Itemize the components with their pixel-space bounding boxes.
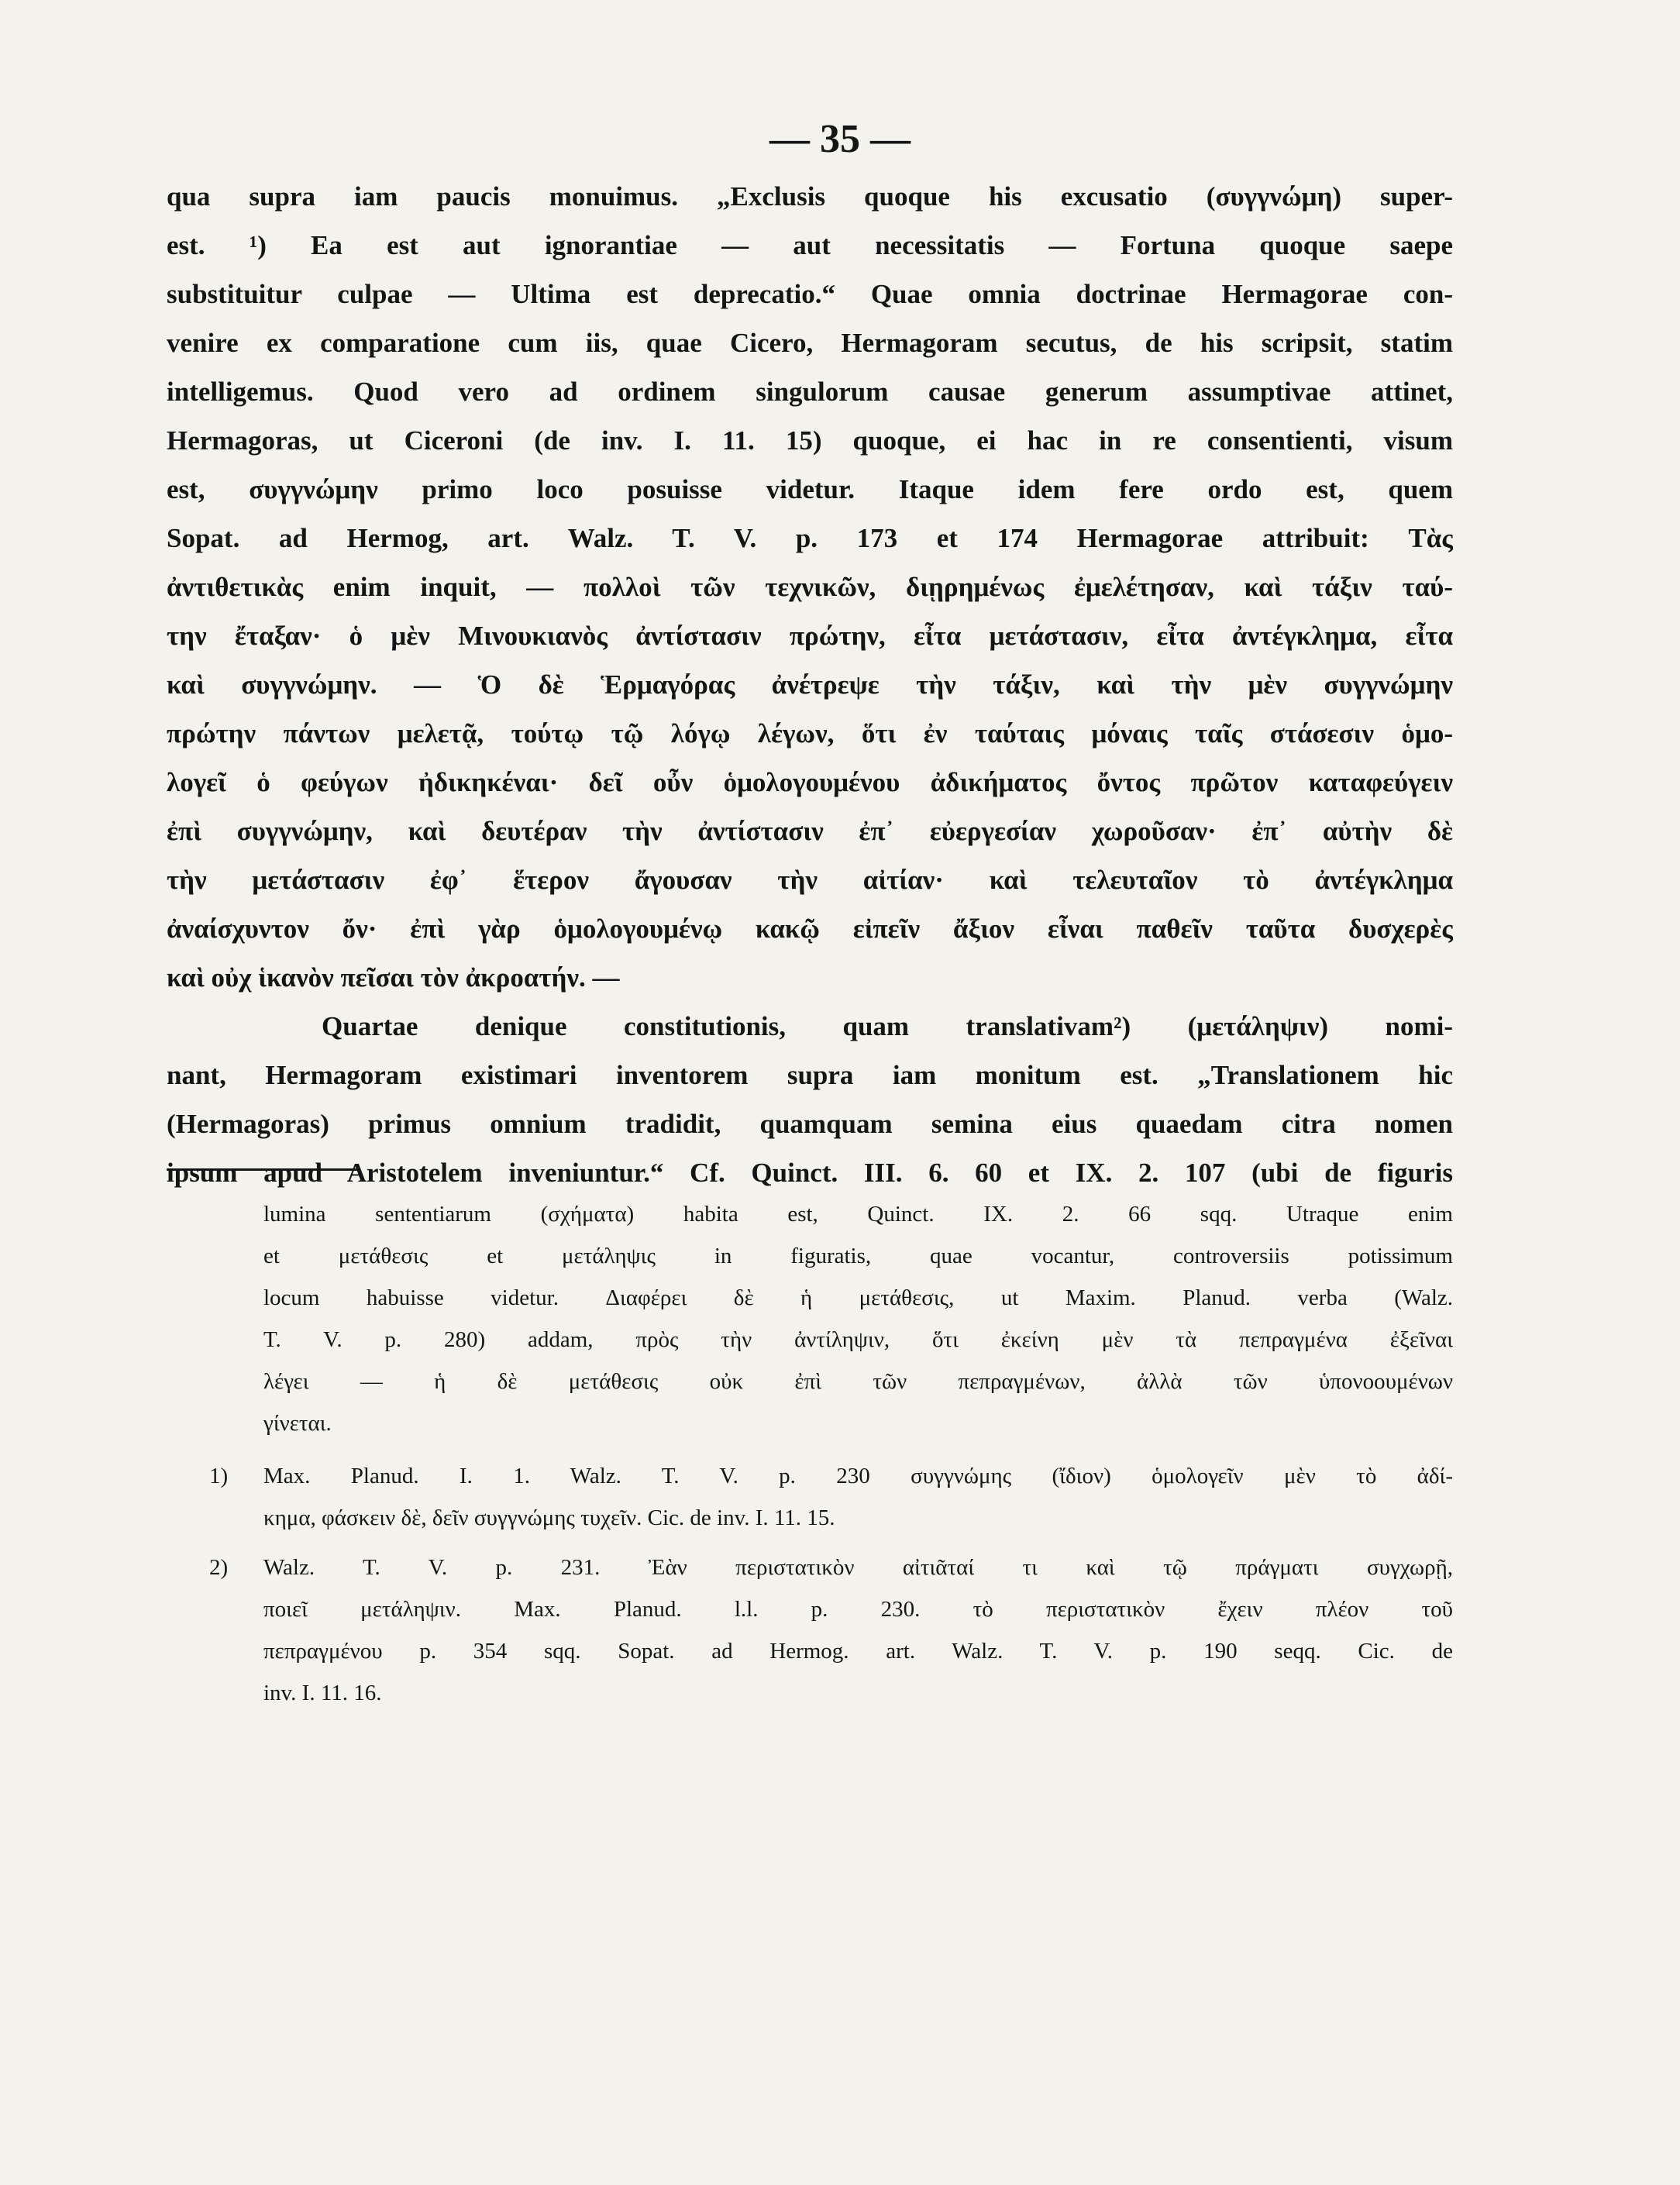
footnote-2 — [209, 1547, 1453, 1588]
text-line: την ἔταξαν· ὁ μὲν Μινουκιανὸς ἀντίστασιν πρώτην, εἶτα μετάστασιν, εἶτα ἀντέγκλημα, εἶτα — [167, 621, 1453, 651]
footnote-line: T. V. p. 280) addam, πρὸς τὴν ἀντίληψιν, ὅτι ἐκείνη μὲν τὰ πεπραγμένα ἐξεῖναι — [263, 1327, 1453, 1352]
text-line: καὶ συγγνώμην. — Ὁ δὲ Ἑρμαγόρας ἀνέτρεψε τὴν τάξιν, καὶ τὴν μὲν συγγνώμην — [167, 669, 1453, 700]
main-text — [167, 172, 1453, 1197]
text-line: intelligemus. Quod vero ad ordinem singulorum causae generum assumptivae attinet, — [167, 377, 1453, 407]
text-line: est, συγγνώμην primo loco posuisse videtur. Itaque idem fere ordo est, quem — [167, 474, 1453, 504]
text-line: est. ¹) Ea est aut ignorantiae — aut necessitatis — Fortuna quoque saepe — [167, 230, 1453, 260]
footnote-text: Max. Planud. I. 1. Walz. T. V. p. 230 συγγνώμης (ἴδιον) ὁμολογεῖν μὲν τὸ ἀδί- — [263, 1464, 1453, 1488]
footnote-line: locum habuisse videtur. Διαφέρει δὲ ἡ μετάθεσις, ut Maxim. Planud. verba (Walz. — [263, 1285, 1453, 1310]
text-line: λογεῖ ὁ φεύγων ἠδικηκέναι· δεῖ οὖν ὁμολογουμένου ἀδικήματος ὄντος πρῶτον καταφεύγειν — [167, 767, 1453, 797]
footnote-line: πεπραγμένου p. 354 sqq. Sopat. ad Hermog. art. Walz. T. V. p. 190 seqq. Cic. de — [263, 1639, 1453, 1664]
text-line: substituitur culpae — Ultima est deprecatio.“ Quae omnia doctrinae Hermagorae con- — [167, 279, 1453, 309]
text-line: Sopat. ad Hermog, art. Walz. T. V. p. 173 et 174 Hermagorae attribuit: Τὰς — [167, 523, 1453, 553]
footnote-divider — [167, 1168, 360, 1171]
footnote-line: λέγει — ἡ δὲ μετάθεσις οὐκ ἐπὶ τῶν πεπραγμένων, ἀλλὰ τῶν ὑπονοουμένων — [263, 1369, 1453, 1394]
text-line: πρώτην πάντων μελετᾷ, τούτῳ τῷ λόγῳ λέγων, ὅτι ἐν ταύταις μόναις ταῖς στάσεσιν ὁμο- — [167, 718, 1453, 748]
text-line: ipsum apud Aristotelem inveniuntur.“ Cf. Quinct. III. 6. 60 et IX. 2. 107 (ubi de figuris — [167, 1158, 1453, 1188]
footnote-line: et μετάθεσις et μετάληψις in figuratis, quae vocantur, controversiis potissimum — [263, 1244, 1453, 1268]
footnotes — [209, 1193, 1453, 1714]
footnote-line: ποιεῖ μετάληψιν. Max. Planud. l.l. p. 230. τὸ περιστατικὸν ἔχειν πλέον τοῦ — [263, 1597, 1453, 1622]
footnote-1 — [209, 1455, 1453, 1497]
footnote-line: κημα, φάσκειν δὲ, δεῖν συγγνώμης τυχεῖν. Cic. de inv. I. 11. 15. — [263, 1505, 835, 1530]
footnote-line: lumina sententiarum (σχήματα) habita est, Quinct. IX. 2. 66 sqq. Utraque enim — [263, 1202, 1453, 1227]
footnote-marker: 1) — [209, 1464, 229, 1488]
text-line: nant, Hermagoram existimari inventorem supra iam monitum est. „Translationem hic — [167, 1060, 1453, 1090]
text-line: qua supra iam paucis monuimus. „Exclusis quoque his excusatio (συγγνώμη) super- — [167, 181, 1453, 212]
footnote-line: γίνεται. — [263, 1411, 332, 1436]
text-line: Quartae denique constitutionis, quam translativam²) (μετάληψιν) nomi- — [322, 1011, 1453, 1041]
text-line: venire ex comparatione cum iis, quae Cicero, Hermagoram secutus, de his scripsit, statim — [167, 328, 1453, 358]
text-line: καὶ οὐχ ἱκανὸν πεῖσαι τὸν ἀκροατήν. — — [167, 962, 620, 993]
text-line: τὴν μετάστασιν ἐφ᾽ ἕτερον ἄγουσαν τὴν αἰτίαν· καὶ τελευταῖον τὸ ἀντέγκλημα — [167, 865, 1453, 895]
text-line: ἐπὶ συγγνώμην, καὶ δευτέραν τὴν ἀντίστασιν ἐπ᾽ εὐεργεσίαν χωροῦσαν· ἐπ᾽ αὐτὴν δὲ — [167, 816, 1453, 846]
text-line: ἀναίσχυντον ὄν· ἐπὶ γὰρ ὁμολογουμένῳ κακῷ εἰπεῖν ἄξιον εἶναι παθεῖν ταῦτα δυσχερὲς — [167, 914, 1453, 944]
text-line: Hermagoras, ut Ciceroni (de inv. I. 11. 15) quoque, ei hac in re consentienti, visum — [167, 425, 1453, 456]
page-number: — 35 — — [769, 117, 911, 161]
footnote-marker: 2) — [209, 1555, 229, 1580]
text-line: (Hermagoras) primus omnium tradidit, quamquam semina eius quaedam citra nomen — [167, 1109, 1453, 1139]
footnote-line: inv. I. 11. 16. — [263, 1681, 382, 1705]
text-line: ἀντιθετικὰς enim inquit, — πολλοὶ τῶν τεχνικῶν, διῃρημένως ἐμελέτησαν, καὶ τάξιν ταύ- — [167, 572, 1453, 602]
footnote-text: Walz. T. V. p. 231. Ἐὰν περιστατικὸν αἰτιᾶταί τι καὶ τῷ πράγματι συγχωρῇ, — [263, 1555, 1453, 1580]
